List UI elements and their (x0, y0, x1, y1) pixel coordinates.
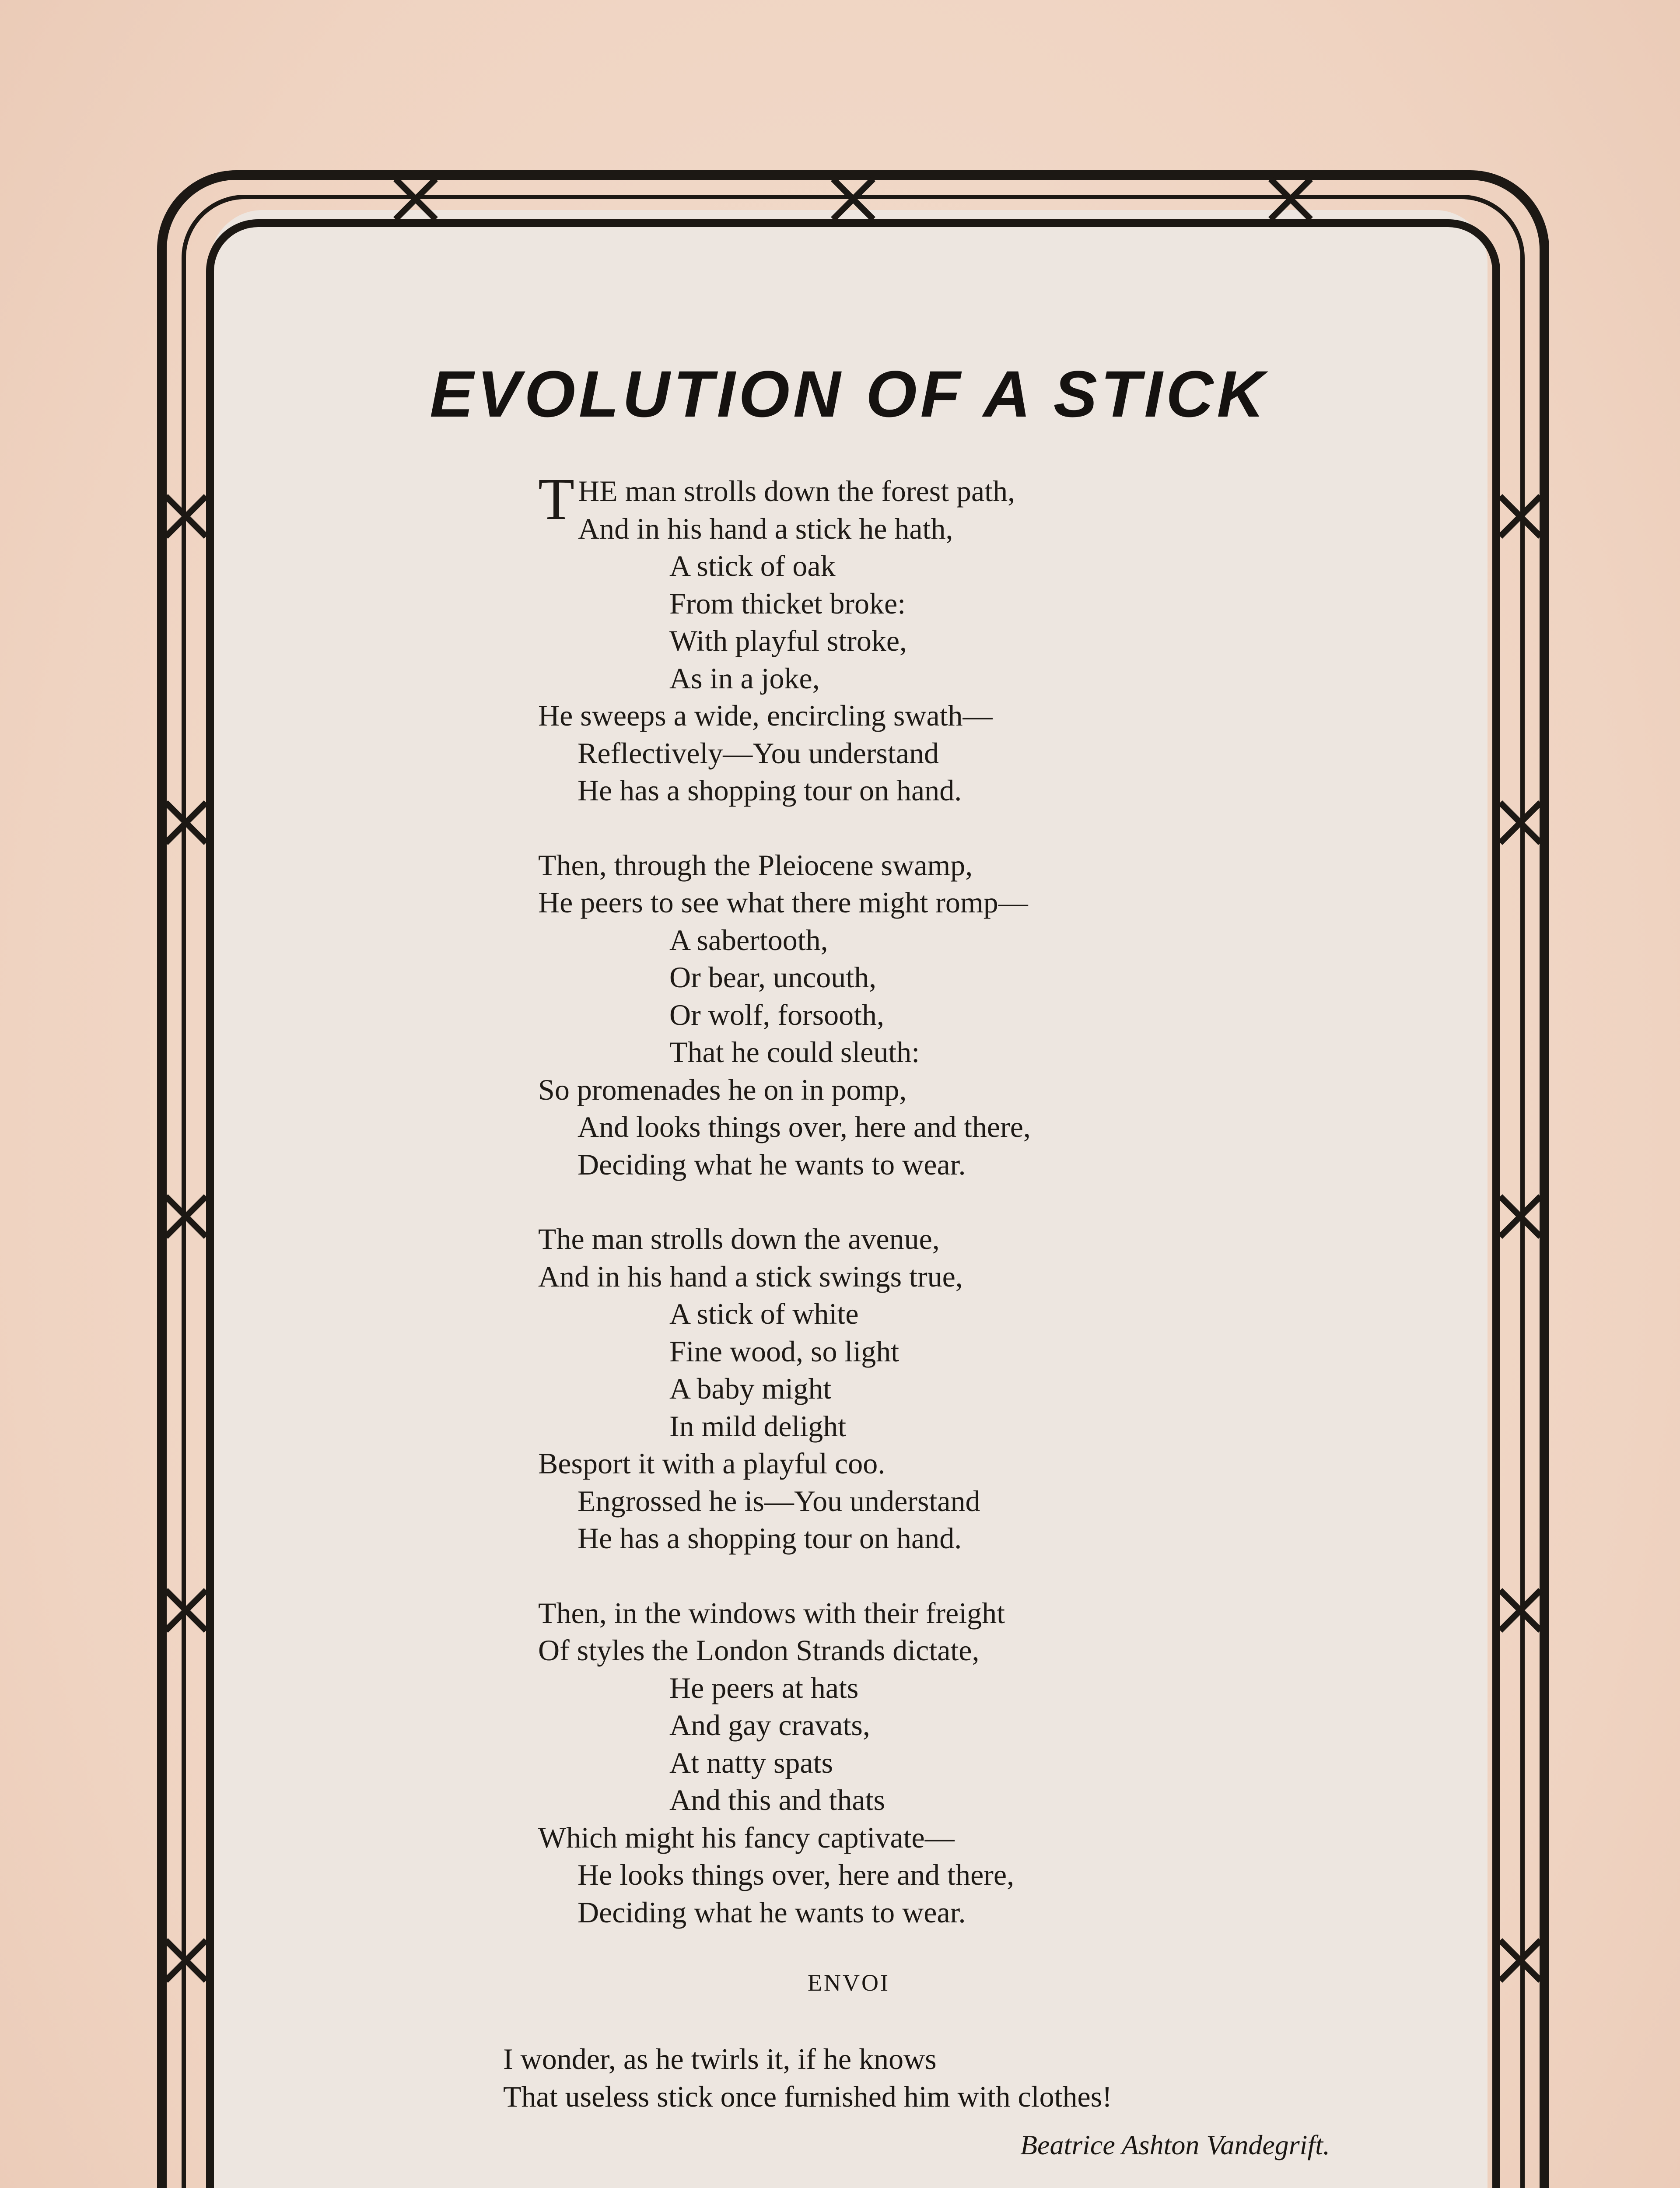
poem-line (538, 1408, 1369, 1445)
poem-line-text: From thicket broke: (669, 586, 906, 620)
poem-line (538, 922, 1369, 959)
poem-line-text: A stick of oak (669, 549, 836, 582)
poem-line-text: And in his hand a stick swings true, (538, 1259, 963, 1293)
poem-line-text: He peers to see what there might romp— (538, 886, 1028, 919)
poem-line (538, 1520, 1369, 1557)
poem-line (538, 1483, 1369, 1520)
poem-line-text: Deciding what he wants to wear. (578, 1895, 966, 1929)
poem-line (538, 884, 1369, 922)
poem-line-text: He has a shopping tour on hand. (578, 1522, 962, 1555)
poem-line (538, 1370, 1369, 1408)
poem-line-text: He has a shopping tour on hand. (578, 774, 962, 807)
poem-line-text: A baby might (669, 1372, 832, 1405)
poem-line-text: Fine wood, so light (669, 1334, 900, 1368)
poem-line-text: Reflectively—You understand (578, 736, 939, 770)
poem-line (538, 847, 1369, 884)
poem-line (538, 1146, 1369, 1184)
poem-line (538, 1819, 1369, 1857)
poem-line (538, 1894, 1369, 1932)
poem-line-text: With playful stroke, (669, 624, 907, 657)
poem-line-text: He peers at hats (669, 1671, 859, 1704)
poem-line (538, 510, 1369, 548)
poem-line (538, 772, 1369, 810)
poem-line (538, 585, 1369, 623)
poem-line-text: Then, in the windows with their freight (538, 1596, 1005, 1630)
poem-line (538, 996, 1369, 1034)
poem-line (538, 1595, 1369, 1632)
poem-line-text: So promenades he on in pomp, (538, 1073, 907, 1106)
author-signature: Beatrice Ashton Vandegrift. (1020, 2129, 1330, 2160)
poem-line-text: Then, through the Pleiocene swamp, (538, 848, 973, 882)
poem-line (538, 1445, 1369, 1483)
page-title: EVOLUTION OF A STICK (430, 357, 1268, 431)
poem-line (538, 1108, 1369, 1146)
poem-line-text: He sweeps a wide, encircling swath— (538, 699, 993, 732)
poem-line (538, 1295, 1369, 1333)
poem-line-text: A stick of white (669, 1297, 859, 1330)
poem-line (538, 1632, 1369, 1669)
poem-line (538, 1071, 1369, 1109)
poem-line (538, 1707, 1369, 1744)
poem-line (538, 1856, 1369, 1894)
poem-line-text: And this and thats (669, 1783, 885, 1816)
poem-line (538, 697, 1369, 735)
poem-line-text: Or wolf, forsooth, (669, 998, 885, 1031)
poem-line-text: HE man strolls down the forest path, (578, 474, 1015, 508)
poem-line-text: Engrossed he is—You understand (578, 1484, 980, 1518)
poem-line (538, 660, 1369, 698)
poem-line-text: At natty spats (669, 1746, 833, 1779)
envoi-line: I wonder, as he twirls it, if he knows (503, 2042, 937, 2076)
envoi-verse (503, 2039, 1466, 2114)
poem-line-text: He looks things over, here and there, (578, 1858, 1015, 1891)
envoi-heading: ENVOI (808, 1970, 890, 1996)
poem-line-text: Of styles the London Strands dictate, (538, 1634, 980, 1667)
poem-line (538, 547, 1369, 585)
poem-line (538, 1034, 1369, 1071)
poem-line-text: Besport it with a playful coo. (538, 1447, 886, 1480)
poem-line-text: Which might his fancy captivate— (538, 1820, 955, 1854)
poem-line-text: As in a joke, (669, 661, 820, 695)
poem-line-text: Deciding what he wants to wear. (578, 1147, 966, 1181)
stanza-gap (538, 810, 1369, 847)
poem-body (538, 466, 1369, 1931)
poem-line-text: In mild delight (669, 1409, 847, 1443)
poem-line (538, 959, 1369, 996)
poem-line (538, 1333, 1369, 1371)
poem-line-text: And gay cravats, (669, 1708, 870, 1742)
poem-line (538, 1258, 1369, 1296)
poem-line (538, 1669, 1369, 1707)
poem-line (538, 1744, 1369, 1782)
poem-line-text: A sabertooth, (669, 923, 828, 957)
poem-line (538, 1220, 1369, 1258)
envoi-line: That useless stick once furnished him with clothes! (503, 2079, 1112, 2113)
stanza-gap (538, 1183, 1369, 1220)
poem-line-text: And looks things over, here and there, (578, 1110, 1031, 1143)
stanza-gap (538, 1557, 1369, 1595)
poem-line-text: And in his hand a stick he hath, (578, 512, 953, 545)
poem-line (538, 735, 1369, 772)
drop-cap: T (538, 466, 575, 532)
poem-line-text: The man strolls down the avenue, (538, 1222, 940, 1255)
poem-line-text: Or bear, uncouth, (669, 961, 877, 994)
poem-line-text: That he could sleuth: (669, 1035, 920, 1069)
poem-line (538, 622, 1369, 660)
poem-line (538, 1781, 1369, 1819)
